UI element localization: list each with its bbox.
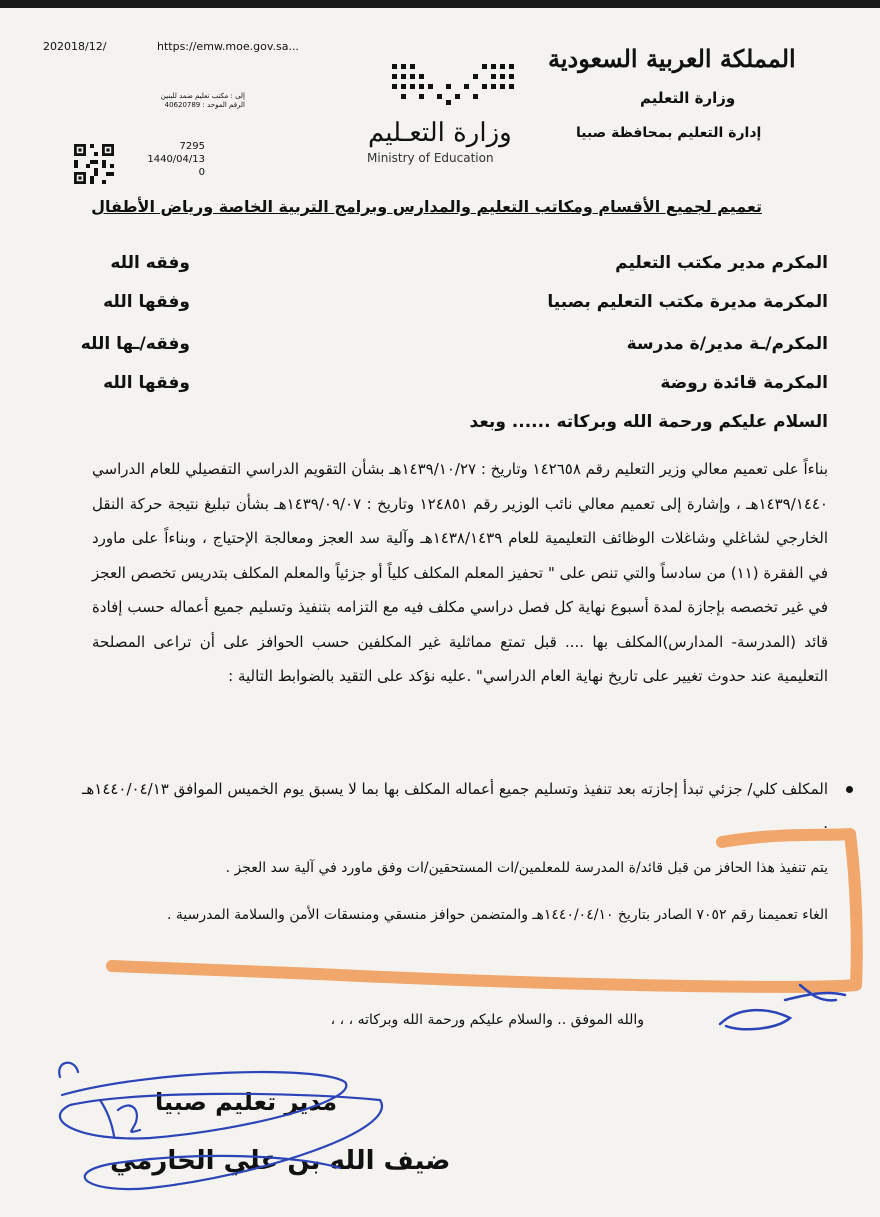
reference-attachments: 0 [198, 167, 205, 178]
closing-line: والله الموفق .. والسلام عليكم ورحمة الله وبركاته ، ، ، [330, 1012, 644, 1028]
note-1: يتم تنفيذ هذا الحافز من قبل قائد/ة المدرسة للمعلمين/ات المستحقين/ات وفق ماورد في آلية سد العجز . [225, 860, 828, 876]
pen-initials [720, 985, 845, 1029]
tiny-line-2: الرقم الموحد : 40620789 [164, 101, 245, 109]
top-edge [0, 0, 880, 8]
recipient-title: المكرمة قائدة روضة [660, 373, 828, 393]
recipient-title: المكرم/ـة مدير/ة مدرسة [626, 334, 828, 354]
recipient-blessing: وفقه/ـها الله [80, 334, 190, 354]
recipient-blessing: وفقها الله [103, 292, 190, 312]
reference-date: 1440/04/13 [147, 154, 205, 165]
signature-name: ضيف الله بن علي الحازمي [110, 1146, 451, 1176]
ministry-logo-arabic: وزارة التعـليم [368, 118, 512, 148]
administration-name: إدارة التعليم بمحافظة صبيا [576, 125, 762, 141]
greeting: السلام عليكم ورحمة الله وبركاته ...... وبعد [469, 412, 828, 432]
print-date: 202018/12/ [43, 40, 107, 53]
reference-number: 7295 [179, 141, 205, 152]
tiny-line-1: إلى : مكتب تعليم ضمد للبنين [160, 92, 245, 100]
recipient-title: المكرم مدير مكتب التعليم [615, 253, 828, 273]
recipient-title: المكرمة مديرة مكتب التعليم بصبيا [547, 292, 828, 312]
bullet-item: المكلف كلي/ جزئي تبدأ إجازته بعد تنفيذ وتسليم جميع أعماله المكلف بها بما لا يسبق يوم الخميس الموافق ١٤٤٠/٠٤/١٣هـ . [81, 780, 828, 832]
recipient-blessing: وفقه الله [110, 253, 190, 273]
bullet-marker-icon [846, 786, 853, 793]
note-2: الغاء تعميمنا رقم ٧٠٥٢ الصادر بتاريخ ١٤٤٠/٠٤/١٠هـ والمتضمن حوافز منسقي ومنسقات الأمن والسلامة المدرسية . [166, 907, 828, 923]
subject-line: تعميم لجميع الأقسام ومكاتب التعليم والمدارس وبرامج التربية الخاصة ورياض الأطفال [91, 197, 762, 216]
pen-signature-number [100, 1100, 140, 1136]
reference-block [120, 140, 205, 179]
body-paragraph [92, 452, 828, 694]
recipient-blessing: وفقها الله [103, 373, 190, 393]
signature-title: مدير تعليم صبيا [155, 1088, 338, 1116]
ministry-name: وزارة التعليم [640, 89, 736, 107]
body-text: بناءاً على تعميم معالي وزير التعليم رقم ١٤٢٦٥٨ وتاريخ : ١٤٣٩/١٠/٢٧هـ بشأن التقويم الدراسي التفصيلي للعام الدراسي ١٤٣٩/١٤٤٠هـ ، وإشارة إلى تعميم معالي نائب الوزير رقم ١٢٤٨٥١ وتاريخ : ١٤٣٩/٠٩/٠٧هـ بشأن تبليغ نتيجة حركة النقل الخارجي لشاغلي وشاغلات الوظائف التعليمية للعام ١٤٣٨/١٤٣٩هـ وآلية سد العجز ومعالجة الإحتياج ، وبناءاً على ماورد في الفقرة (١١) من سادساً والتي تنص على " تحفيز المعلم المكلف كلياً أو جزئياً والمعلم المكلف بتدريس تخصص العجز في غير تخصصه بإجازة لمدة أسبوع نهاية كل فصل دراسي مكلف فيه مع التزامه بتنفيذ وتسليم جميع أعماله حسب إفادة قائد (المدرسة- المدارس)المكلف بها .... قبل تمتع مماثلية غير المكلفين حسب الحوافز على أن تراعى المصلحة التعليمية عند حدوث تغيير على تاريخ نهاية العام الدراسي" .عليه نؤكد على التقيد بالضوابط التالية : [92, 460, 829, 685]
ministry-logo-icon [388, 60, 524, 108]
kingdom-title: المملكة العربية السعودية [548, 44, 796, 73]
ministry-logo-english: Ministry of Education [367, 151, 494, 165]
qr-code-icon [74, 144, 114, 184]
source-url: https://emw.moe.gov.sa... [157, 40, 299, 53]
